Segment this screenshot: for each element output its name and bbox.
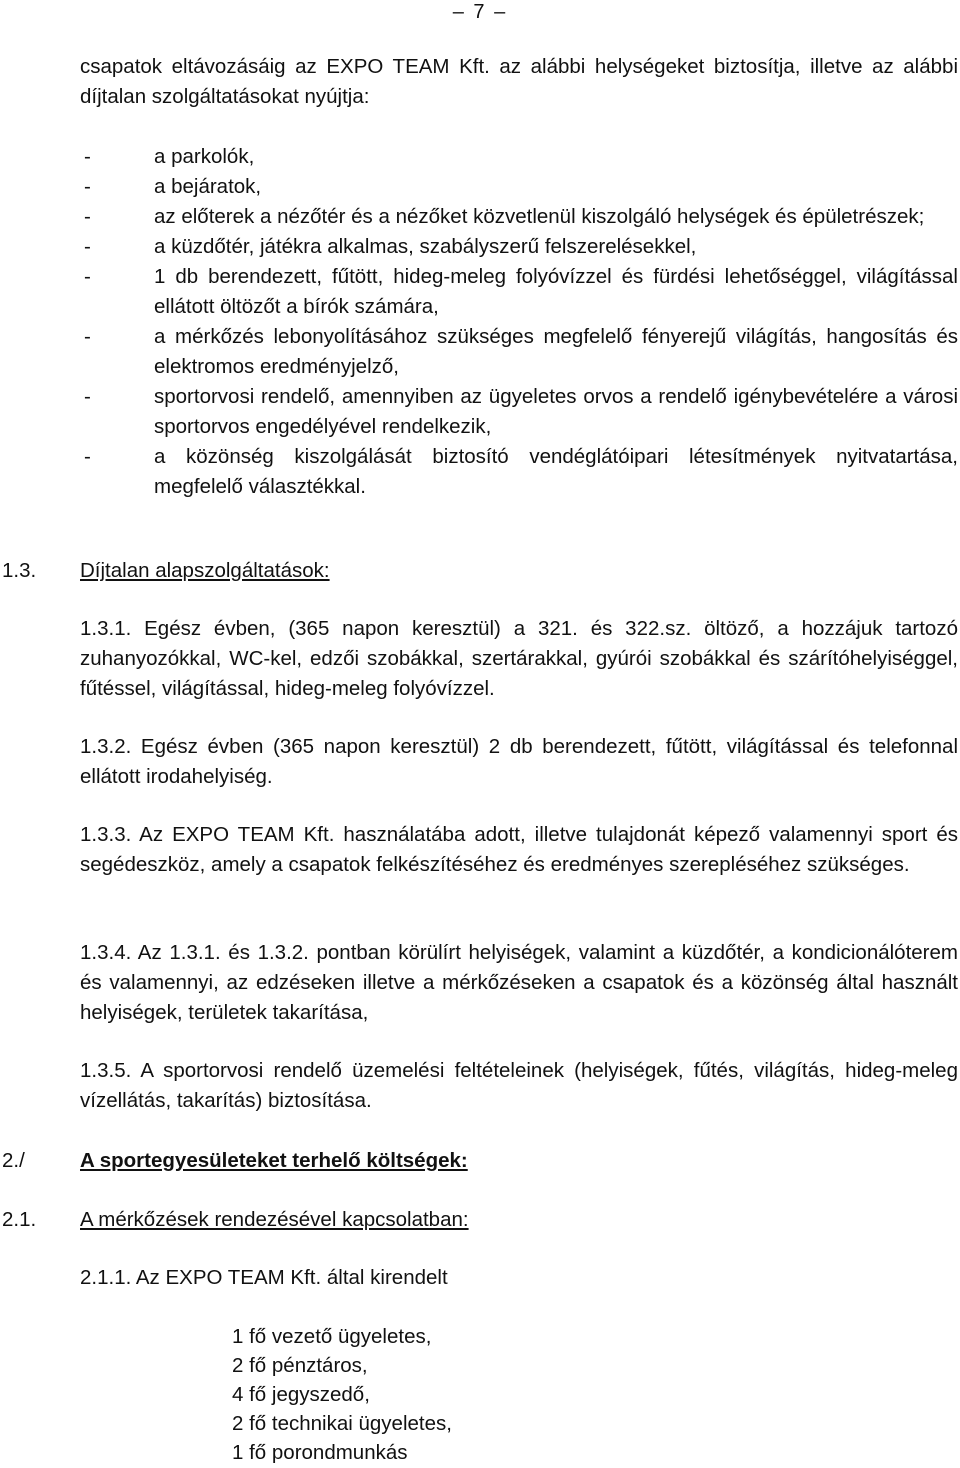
- list-item: [80, 322, 958, 382]
- bullet-dash: -: [84, 325, 91, 348]
- list-item: [80, 202, 958, 232]
- bullet-dash: -: [84, 235, 91, 258]
- section-number: 2./: [2, 1149, 25, 1172]
- bullet-dash: -: [84, 145, 91, 168]
- list-item-text: sportorvosi rendelő, amennyiben az ügyeletes orvos a rendelő igénybevételére a városi sportorvos engedélyével rendelkezik,: [154, 385, 958, 438]
- list-item: 1 fő porondmunkás: [232, 1441, 408, 1464]
- list-item: [80, 442, 958, 502]
- paragraph-1-3-3: 1.3.3. Az EXPO TEAM Kft. használatába adott, illetve tulajdonát képező valamennyi sport és segédeszköz, amely a csapatok felkészítéséhez és eredményes szerepléséhez szükséges.: [80, 823, 958, 876]
- bullet-dash: -: [84, 205, 91, 228]
- staff-list: [232, 1322, 452, 1467]
- list-item-text: a mérkőzés lebonyolításához szükséges megfelelő fényerejű világítás, hangosítás és elektromos eredményjelző,: [154, 325, 958, 378]
- bullet-dash: -: [84, 445, 91, 468]
- paragraph-1-3-2: 1.3.2. Egész évben (365 napon keresztül) 2 db berendezett, fűtött, világítással és telefonnal ellátott irodahelyiség.: [80, 735, 958, 788]
- section-number: 2.1.: [2, 1208, 37, 1231]
- list-item: [80, 382, 958, 442]
- services-list: [80, 142, 958, 502]
- section-number: 1.3.: [2, 559, 37, 582]
- section-title: A mérkőzések rendezésével kapcsolatban:: [80, 1208, 469, 1231]
- list-item: 4 fő jegyszedő,: [232, 1383, 370, 1406]
- paragraph-1-3-4: 1.3.4. Az 1.3.1. és 1.3.2. pontban körülírt helyiségek, valamint a küzdőtér, a kondicionálóterem és valamennyi, az edzéseken illetve a mérkőzéseken a csapatok és a közönség által használt helyiségek, területek takarítása,: [80, 941, 958, 1024]
- list-item: 1 fő vezető ügyeletes,: [232, 1325, 432, 1348]
- paragraph-2-1-1: 2.1.1. Az EXPO TEAM Kft. által kirendelt: [80, 1266, 448, 1289]
- section-title: Díjtalan alapszolgáltatások:: [80, 559, 330, 582]
- page-number: – 7 –: [452, 1, 508, 23]
- list-item: [80, 262, 958, 322]
- bullet-dash: -: [84, 175, 91, 198]
- list-item: [80, 142, 958, 172]
- list-item-text: a küzdőtér, játékra alkalmas, szabályszerű felszerelésekkel,: [154, 235, 697, 258]
- section-title: A sportegyesületeket terhelő költségek:: [80, 1149, 468, 1172]
- list-item-text: a parkolók,: [154, 145, 255, 168]
- list-item-text: az előterek a nézőtér és a nézőket közvetlenül kiszolgáló helységek és épületrészek;: [154, 205, 925, 228]
- list-item: 2 fő pénztáros,: [232, 1354, 368, 1377]
- list-item: [80, 232, 958, 262]
- paragraph-1-3-5: 1.3.5. A sportorvosi rendelő üzemelési feltételeinek (helyiségek, fűtés, világítás, hideg-meleg vízellátás, takarítás) biztosítása.: [80, 1059, 958, 1112]
- bullet-dash: -: [84, 385, 91, 408]
- intro-paragraph: csapatok eltávozásáig az EXPO TEAM Kft. az alábbi helységeket biztosítja, illetve az alábbi díjtalan szolgáltatásokat nyújtja:: [80, 55, 958, 108]
- list-item-text: a bejáratok,: [154, 175, 262, 198]
- list-item-text: a közönség kiszolgálását biztosító vendéglátóipari létesítmények nyitvatartása, megfelelő választékkal.: [154, 445, 958, 498]
- bullet-dash: -: [84, 265, 91, 288]
- list-item: 2 fő technikai ügyeletes,: [232, 1412, 452, 1435]
- list-item: [80, 172, 958, 202]
- paragraph-1-3-1: 1.3.1. Egész évben, (365 napon keresztül) a 321. és 322.sz. öltöző, a hozzájuk tartozó zuhanyozókkal, WC-kel, edzői szobákkal, szertárakkal, gyúrói szobákkal és szárítóhelyiséggel, fűtéssel, világítással, hideg-meleg folyóvízzel.: [80, 617, 958, 700]
- list-item-text: 1 db berendezett, fűtött, hideg-meleg folyóvízzel és fürdési lehetőséggel, világítással ellátott öltözőt a bírók számára,: [154, 265, 958, 318]
